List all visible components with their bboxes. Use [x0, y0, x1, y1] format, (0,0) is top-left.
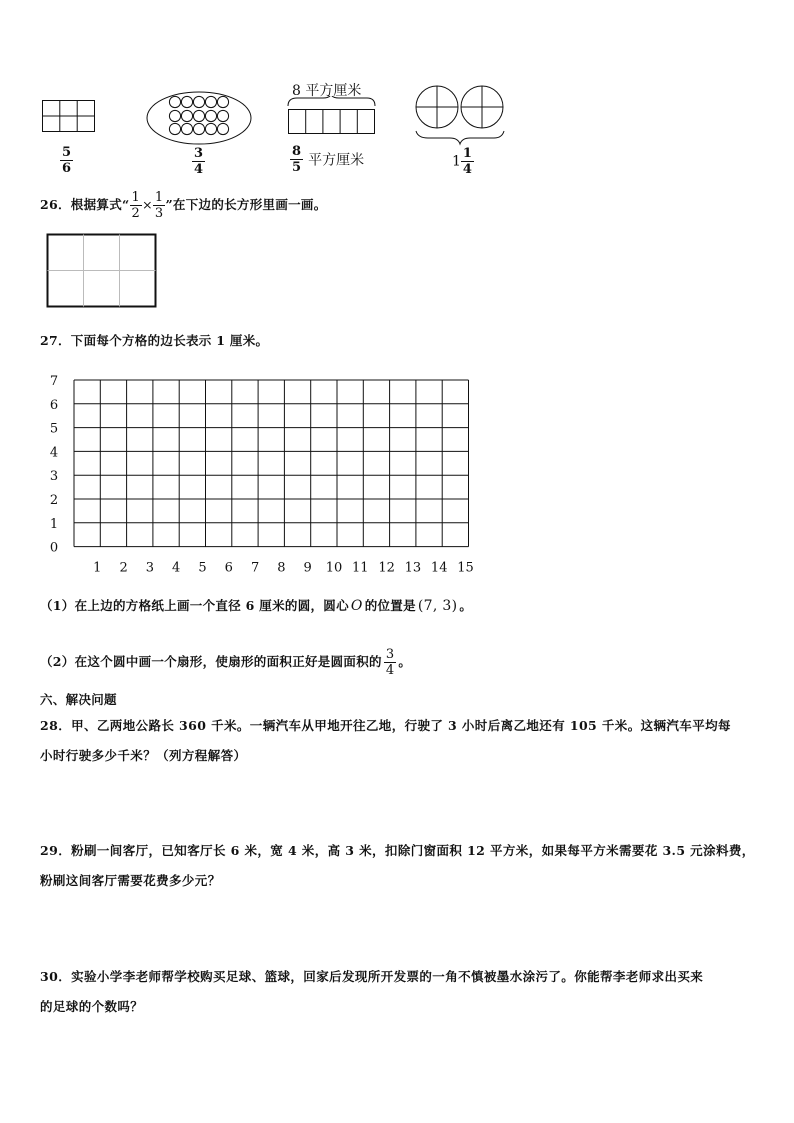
question-28: 28．甲、乙两地公路长 360 千米。一辆汽车从甲地开往乙地，行驶了 3 小时后离乙地还有 105 千米。这辆汽车平均每 小时行驶多少千米？（列方程解答） [40, 718, 731, 763]
x-axis-label: 9 [303, 560, 312, 574]
y-axis-label: 4 [49, 445, 59, 461]
x-axis-label: 3 [145, 560, 155, 574]
question-29: 29．粉刷一间客厅，已知客厅长 6 米，宽 4 米，高 3 米，扣除门窗面积 12 平方米，如果每平方米需要花 3.5 元涂料费， 粉刷这间客厅需要花费多少元？ [40, 843, 755, 888]
y-axis-label: 0 [49, 540, 59, 556]
rect-fraction: $\frac{5}{6}$ [62, 145, 72, 176]
center-o-symbol: O [350, 598, 363, 614]
y-axis-label: 3 [49, 469, 59, 485]
q27-sub-2: （2）在这个圆中画一个扇形，使扇形的面积正好是圆面积的 $\frac{3}{4}$ 。 [40, 647, 412, 678]
y-axis-label: 7 [49, 374, 59, 389]
figure-rect-grid [42, 100, 96, 134]
strip-unit: 平方厘米 [308, 152, 365, 169]
q26-drawing-rectangle[interactable] [46, 233, 158, 308]
circles-fraction: $\frac{1}{4}$ [462, 146, 472, 177]
y-axis-label: 5 [49, 421, 59, 437]
q27-grid-paper[interactable] [38, 368, 484, 574]
figure-two-circles [414, 84, 508, 150]
x-axis-label: 7 [250, 560, 260, 574]
x-axis-label: 15 [457, 560, 474, 574]
x-axis-label: 14 [430, 560, 448, 574]
q27-sub-1: （1）在上边的方格纸上画一个直径 6 厘米的圆，圆心 O 的位置是 (7, 3) 。 [40, 598, 473, 614]
strip-fraction: $\frac{8}{5}$ [292, 144, 302, 175]
section-title: 六、解决问题 [40, 692, 117, 707]
x-axis-label: 1 [93, 560, 102, 574]
x-axis-label: 4 [172, 560, 181, 574]
question-30: 30．实验小学李老师帮学校购买足球、篮球，回家后发现所开发票的一角不慎被墨水涂污了。你能帮李老师求出买来 的足球的个数吗？ [40, 969, 704, 1014]
question-27: 27．下面每个方格的边长表示 1 厘米。 [40, 333, 269, 348]
q27-sub2-fraction: $\frac{3}{4}$ [385, 647, 395, 678]
figure-strip [287, 96, 377, 136]
x-axis-label: 6 [224, 560, 233, 574]
y-axis-label: 2 [49, 493, 59, 508]
q26-fraction-2: $\frac{1}{3}$ [154, 190, 164, 221]
x-axis-label: 10 [325, 560, 343, 574]
x-axis-label: 8 [277, 560, 286, 574]
y-axis-label: 1 [49, 516, 59, 532]
x-axis-label: 12 [378, 560, 395, 574]
x-axis-label: 2 [119, 560, 128, 574]
oval-fraction: $\frac{3}{4}$ [194, 146, 204, 177]
figure-oval-balls [146, 91, 252, 145]
circles-mixed-number: 1 $\frac{1}{4}$ [452, 146, 472, 177]
question-26: 26．根据算式“ $\frac{1}{2}$ × $\frac{1}{3}$ ”在下边的长方形里画一画。 [40, 190, 327, 221]
center-coordinate: (7, 3) [417, 598, 458, 614]
strip-top-label: 8 平方厘米 [292, 83, 362, 99]
q26-fraction-1: $\frac{1}{2}$ [131, 190, 141, 221]
x-axis-label: 5 [198, 560, 207, 574]
x-axis-label: 13 [404, 560, 422, 574]
strip-fraction-label [290, 145, 364, 174]
y-axis-label: 6 [49, 397, 59, 413]
x-axis-label: 11 [352, 560, 369, 574]
